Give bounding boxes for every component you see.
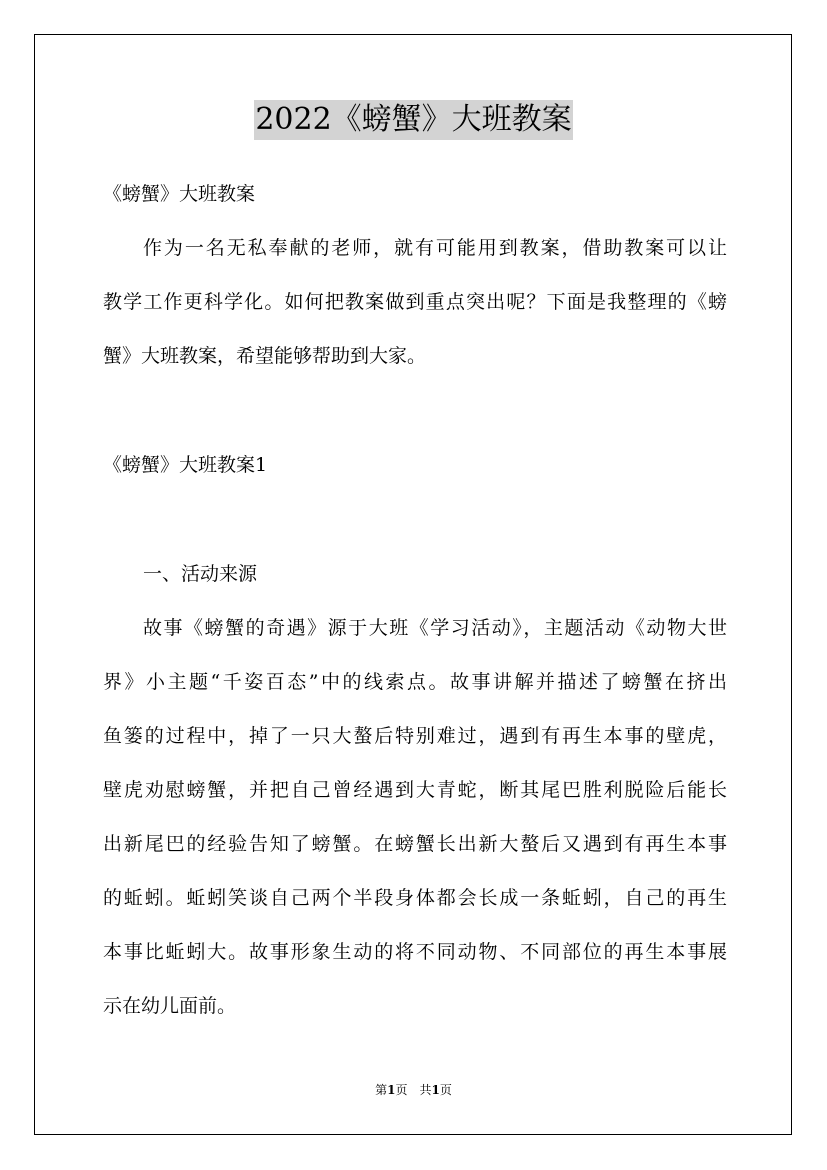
section-title: 《螃蟹》大班教案1 [103, 454, 268, 476]
body-line-2: 界》小主题“千姿百态”中的线索点。故事讲解并描述了螃蟹在挤出 [103, 671, 727, 693]
document-subtitle: 《螃蟹》大班教案 [103, 183, 256, 205]
body-line-5: 出新尾巴的经验告知了螃蟹。在螃蟹长出新大螯后又遇到有再生本事 [103, 833, 727, 855]
intro-line-1: 作为一名无私奉献的老师，就有可能用到教案，借助教案可以让 [143, 237, 727, 259]
intro-line-2: 教学工作更科学化。如何把教案做到重点突出呢？下面是我整理的《螃 [103, 291, 727, 313]
body-line-8: 示在幼儿面前。 [103, 995, 237, 1017]
footer-page-suffix: 页 [439, 1083, 452, 1097]
body-line-7: 本事比蚯蚓大。故事形象生动的将不同动物、不同部位的再生本事展 [103, 941, 727, 963]
heading-activity-source: 一、活动来源 [143, 563, 258, 585]
body-line-6: 的蚯蚓。蚯蚓笑谈自己两个半段身体都会长成一条蚯蚓，自己的再生 [103, 887, 727, 909]
body-line-1: 故事《螃蟹的奇遇》源于大班《学习活动》，主题活动《动物大世 [143, 617, 727, 639]
footer-page-mid: 页 共 [395, 1083, 432, 1097]
body-line-4: 壁虎劝慰螃蟹，并把自己曾经遇到大青蛇，断其尾巴胜利脱险后能长 [103, 779, 727, 801]
footer-page-prefix: 第 [375, 1083, 388, 1097]
body-line-3: 鱼篓的过程中，掉了一只大螯后特别难过，遇到有再生本事的壁虎， [103, 725, 727, 747]
page-footer [0, 1082, 827, 1098]
title-container [0, 100, 827, 140]
intro-line-3: 蟹》大班教案，希望能够帮助到大家。 [103, 345, 427, 367]
document-title: 2022《螃蟹》大班教案 [254, 100, 572, 140]
footer-page-current: 1 [387, 1083, 396, 1097]
footer-page-total: 1 [431, 1083, 440, 1097]
